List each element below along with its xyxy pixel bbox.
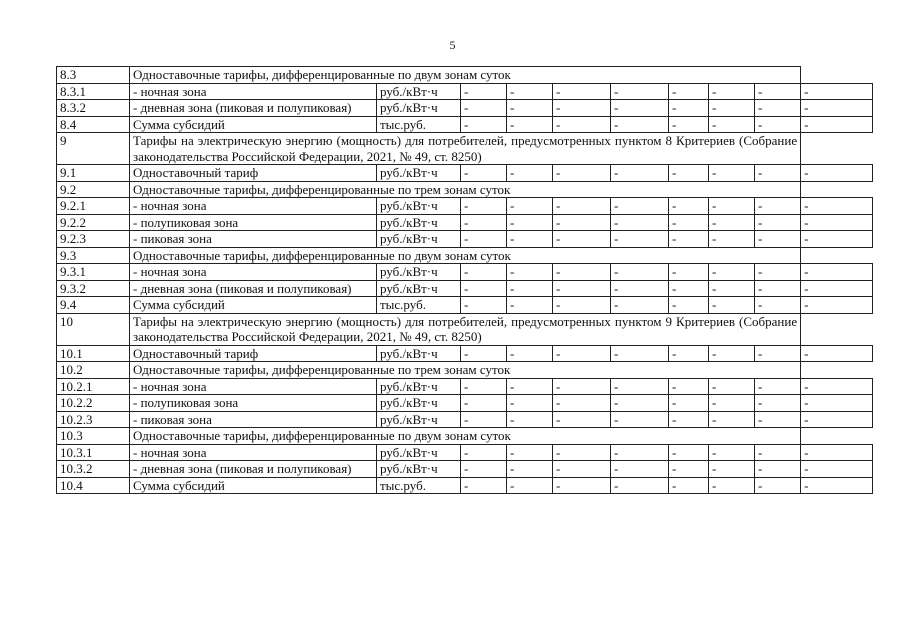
value-cell: - [755,116,801,133]
section-title: Одноставочные тарифы, дифференцированные по двум зонам суток [130,428,801,445]
table-row [57,411,873,428]
value-cell: - [461,100,507,117]
table-row [57,378,873,395]
row-unit: руб./кВт·ч [377,444,461,461]
tariff-table [56,66,873,494]
value-cell: - [611,297,669,314]
value-cell: - [553,280,611,297]
value-cell: - [461,461,507,478]
row-name: Сумма субсидий [130,297,377,314]
value-cell: - [461,198,507,215]
value-cell: - [709,345,755,362]
row-name: - дневная зона (пиковая и полупиковая) [130,461,377,478]
value-cell: - [669,297,709,314]
section-title: Одноставочные тарифы, дифференцированные по двум зонам суток [130,67,801,84]
row-number: 9.4 [57,297,130,314]
value-cell: - [553,444,611,461]
value-cell: - [801,198,873,215]
value-cell: - [709,231,755,248]
row-name: - ночная зона [130,264,377,281]
section-row [57,313,873,345]
value-cell: - [461,280,507,297]
row-name: - ночная зона [130,198,377,215]
section-row [57,181,873,198]
row-name: - дневная зона (пиковая и полупиковая) [130,100,377,117]
value-cell: - [611,198,669,215]
value-cell: - [461,378,507,395]
value-cell: - [461,214,507,231]
row-number: 9.1 [57,165,130,182]
row-unit: руб./кВт·ч [377,378,461,395]
value-cell: - [669,444,709,461]
row-name: Одноставочный тариф [130,345,377,362]
value-cell: - [801,116,873,133]
row-name: Одноставочный тариф [130,165,377,182]
page-number: 5 [449,38,456,52]
row-name: - полупиковая зона [130,214,377,231]
value-cell: - [669,378,709,395]
value-cell: - [709,280,755,297]
value-cell: - [669,165,709,182]
value-cell: - [611,100,669,117]
value-cell: - [669,461,709,478]
row-unit: руб./кВт·ч [377,100,461,117]
row-unit: тыс.руб. [377,477,461,494]
row-unit: руб./кВт·ч [377,214,461,231]
value-cell: - [801,264,873,281]
value-cell: - [709,444,755,461]
section-row [57,247,873,264]
table-row [57,83,873,100]
value-cell: - [669,214,709,231]
value-cell: - [669,345,709,362]
row-number: 10 [57,313,130,345]
value-cell: - [611,395,669,412]
value-cell: - [669,411,709,428]
table-row [57,345,873,362]
row-number: 8.3 [57,67,130,84]
row-number: 10.2 [57,362,130,379]
row-number: 9.3.1 [57,264,130,281]
row-number: 8.4 [57,116,130,133]
row-unit: тыс.руб. [377,116,461,133]
value-cell: - [709,264,755,281]
value-cell: - [709,395,755,412]
value-cell: - [709,461,755,478]
value-cell: - [507,477,553,494]
value-cell: - [553,214,611,231]
value-cell: - [709,477,755,494]
row-number: 9.2.1 [57,198,130,215]
value-cell: - [611,345,669,362]
value-cell: - [669,231,709,248]
value-cell: - [755,297,801,314]
row-number: 8.3.2 [57,100,130,117]
value-cell: - [755,411,801,428]
value-cell: - [669,264,709,281]
value-cell: - [507,165,553,182]
row-number: 10.3 [57,428,130,445]
value-cell: - [669,477,709,494]
value-cell: - [507,444,553,461]
value-cell: - [507,461,553,478]
value-cell: - [507,280,553,297]
value-cell: - [553,83,611,100]
section-title: Одноставочные тарифы, дифференцированные по двум зонам суток [130,247,801,264]
value-cell: - [709,116,755,133]
row-number: 9.3 [57,247,130,264]
value-cell: - [669,280,709,297]
row-name: Сумма субсидий [130,116,377,133]
value-cell: - [461,395,507,412]
row-name: - пиковая зона [130,411,377,428]
value-cell: - [755,100,801,117]
value-cell: - [755,477,801,494]
value-cell: - [709,378,755,395]
value-cell: - [553,378,611,395]
value-cell: - [507,395,553,412]
row-number: 10.4 [57,477,130,494]
value-cell: - [507,264,553,281]
row-name: - пиковая зона [130,231,377,248]
row-unit: руб./кВт·ч [377,395,461,412]
value-cell: - [755,444,801,461]
row-number: 9.2.3 [57,231,130,248]
value-cell: - [461,297,507,314]
value-cell: - [801,280,873,297]
section-row [57,67,873,84]
value-cell: - [611,411,669,428]
value-cell: - [507,214,553,231]
value-cell: - [611,378,669,395]
value-cell: - [801,83,873,100]
section-row [57,428,873,445]
table-row [57,100,873,117]
row-name: - ночная зона [130,378,377,395]
value-cell: - [801,395,873,412]
value-cell: - [801,411,873,428]
value-cell: - [755,83,801,100]
value-cell: - [755,198,801,215]
value-cell: - [553,198,611,215]
value-cell: - [755,280,801,297]
value-cell: - [801,444,873,461]
value-cell: - [507,100,553,117]
value-cell: - [611,280,669,297]
value-cell: - [669,116,709,133]
value-cell: - [611,231,669,248]
row-number: 10.3.2 [57,461,130,478]
section-title: Тарифы на электрическую энергию (мощность) для потребителей, предусмотренных пунктом 8 Критериев (Собрание законодательства Российской Федерации, 2021, № 49, ст. 8250) [130,133,801,165]
table-row [57,395,873,412]
row-number: 10.2.2 [57,395,130,412]
value-cell: - [801,378,873,395]
value-cell: - [611,116,669,133]
row-name: - полупиковая зона [130,395,377,412]
value-cell: - [755,264,801,281]
row-number: 9.2.2 [57,214,130,231]
row-number: 9 [57,133,130,165]
value-cell: - [669,395,709,412]
value-cell: - [461,83,507,100]
value-cell: - [507,116,553,133]
value-cell: - [709,83,755,100]
value-cell: - [461,411,507,428]
row-unit: руб./кВт·ч [377,198,461,215]
value-cell: - [461,444,507,461]
table-row [57,165,873,182]
row-unit: руб./кВт·ч [377,345,461,362]
section-title: Одноставочные тарифы, дифференцированные по трем зонам суток [130,181,801,198]
value-cell: - [611,444,669,461]
value-cell: - [553,165,611,182]
value-cell: - [461,345,507,362]
value-cell: - [709,297,755,314]
row-number: 10.2.3 [57,411,130,428]
row-name: Сумма субсидий [130,477,377,494]
table-row [57,297,873,314]
value-cell: - [507,345,553,362]
value-cell: - [709,411,755,428]
value-cell: - [801,477,873,494]
row-unit: руб./кВт·ч [377,165,461,182]
value-cell: - [553,297,611,314]
value-cell: - [461,231,507,248]
value-cell: - [709,214,755,231]
row-number: 10.2.1 [57,378,130,395]
value-cell: - [801,461,873,478]
value-cell: - [507,378,553,395]
value-cell: - [553,395,611,412]
value-cell: - [461,165,507,182]
table-row [57,477,873,494]
row-number: 10.1 [57,345,130,362]
value-cell: - [611,477,669,494]
value-cell: - [611,83,669,100]
table-row [57,444,873,461]
value-cell: - [669,198,709,215]
value-cell: - [611,165,669,182]
value-cell: - [553,116,611,133]
value-cell: - [801,231,873,248]
section-title: Тарифы на электрическую энергию (мощность) для потребителей, предусмотренных пунктом 9 Критериев (Собрание законодательства Российской Федерации, 2021, № 49, ст. 8250) [130,313,801,345]
value-cell: - [801,100,873,117]
row-unit: руб./кВт·ч [377,411,461,428]
value-cell: - [801,165,873,182]
value-cell: - [461,264,507,281]
row-number: 10.3.1 [57,444,130,461]
value-cell: - [553,461,611,478]
value-cell: - [553,477,611,494]
value-cell: - [709,100,755,117]
table-row [57,280,873,297]
row-name: - ночная зона [130,83,377,100]
value-cell: - [801,345,873,362]
table-row [57,461,873,478]
table-row [57,214,873,231]
row-number: 9.2 [57,181,130,198]
table-row [57,264,873,281]
value-cell: - [507,198,553,215]
value-cell: - [507,297,553,314]
section-row [57,133,873,165]
value-cell: - [553,231,611,248]
row-unit: руб./кВт·ч [377,231,461,248]
section-title: Одноставочные тарифы, дифференцированные по трем зонам суток [130,362,801,379]
value-cell: - [461,477,507,494]
row-name: - ночная зона [130,444,377,461]
value-cell: - [553,411,611,428]
table-row [57,231,873,248]
value-cell: - [553,100,611,117]
value-cell: - [611,214,669,231]
row-unit: руб./кВт·ч [377,264,461,281]
value-cell: - [755,378,801,395]
row-number: 9.3.2 [57,280,130,297]
value-cell: - [507,411,553,428]
value-cell: - [611,461,669,478]
section-row [57,362,873,379]
row-name: - дневная зона (пиковая и полупиковая) [130,280,377,297]
value-cell: - [709,165,755,182]
value-cell: - [507,83,553,100]
value-cell: - [801,297,873,314]
row-unit: руб./кВт·ч [377,83,461,100]
value-cell: - [507,231,553,248]
value-cell: - [553,264,611,281]
table-row [57,198,873,215]
value-cell: - [755,231,801,248]
value-cell: - [669,100,709,117]
value-cell: - [755,165,801,182]
row-unit: тыс.руб. [377,297,461,314]
row-number: 8.3.1 [57,83,130,100]
value-cell: - [611,264,669,281]
value-cell: - [553,345,611,362]
value-cell: - [755,461,801,478]
row-unit: руб./кВт·ч [377,461,461,478]
row-unit: руб./кВт·ч [377,280,461,297]
tariff-table-body [57,67,873,494]
value-cell: - [669,83,709,100]
value-cell: - [801,214,873,231]
value-cell: - [461,116,507,133]
value-cell: - [709,198,755,215]
value-cell: - [755,214,801,231]
table-row [57,116,873,133]
value-cell: - [755,395,801,412]
value-cell: - [755,345,801,362]
